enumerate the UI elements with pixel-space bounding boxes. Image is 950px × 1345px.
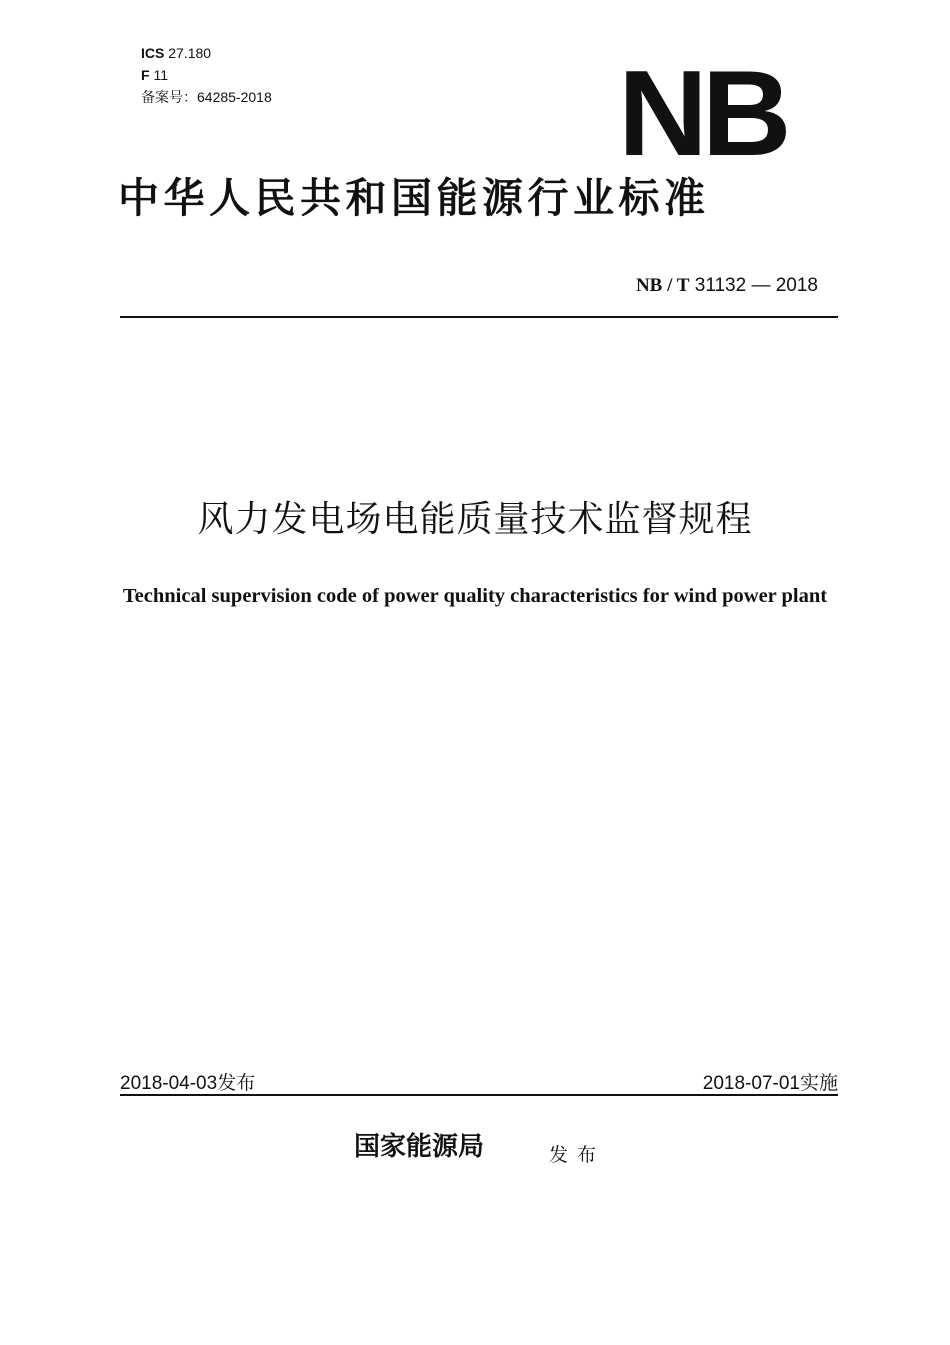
standard-category-title: 中华人民共和国能源行业标准 xyxy=(118,174,710,222)
standard-code-number: 31132 — 2018 xyxy=(694,275,818,296)
implementation-date: 2018-07-01实施 xyxy=(702,1073,838,1094)
publication-date: 2018-04-03发布 xyxy=(120,1073,256,1094)
metadata-block xyxy=(141,42,272,108)
standard-code xyxy=(636,275,818,297)
ics-code xyxy=(141,42,272,64)
nb-logo: NB xyxy=(618,45,786,181)
bottom-divider xyxy=(120,1094,838,1096)
ics-code-text: ICS 27.180 xyxy=(141,45,212,61)
ccs-code-text: F 11 xyxy=(141,67,168,83)
filing-number-text: 备案号：64285-2018 xyxy=(141,89,272,105)
ccs-code xyxy=(141,64,272,86)
standard-code-prefix: NB / T xyxy=(635,275,690,296)
document-title-english: Technical supervision code of power quality characteristics for wind power plant xyxy=(122,585,828,607)
issuer-name: 国家能源局 xyxy=(354,1132,485,1162)
filing-number xyxy=(141,86,272,108)
top-divider xyxy=(120,316,838,318)
issuer-action: 发布 xyxy=(549,1144,606,1166)
document-title-chinese: 风力发电场电能质量技术监督规程 xyxy=(197,499,753,540)
